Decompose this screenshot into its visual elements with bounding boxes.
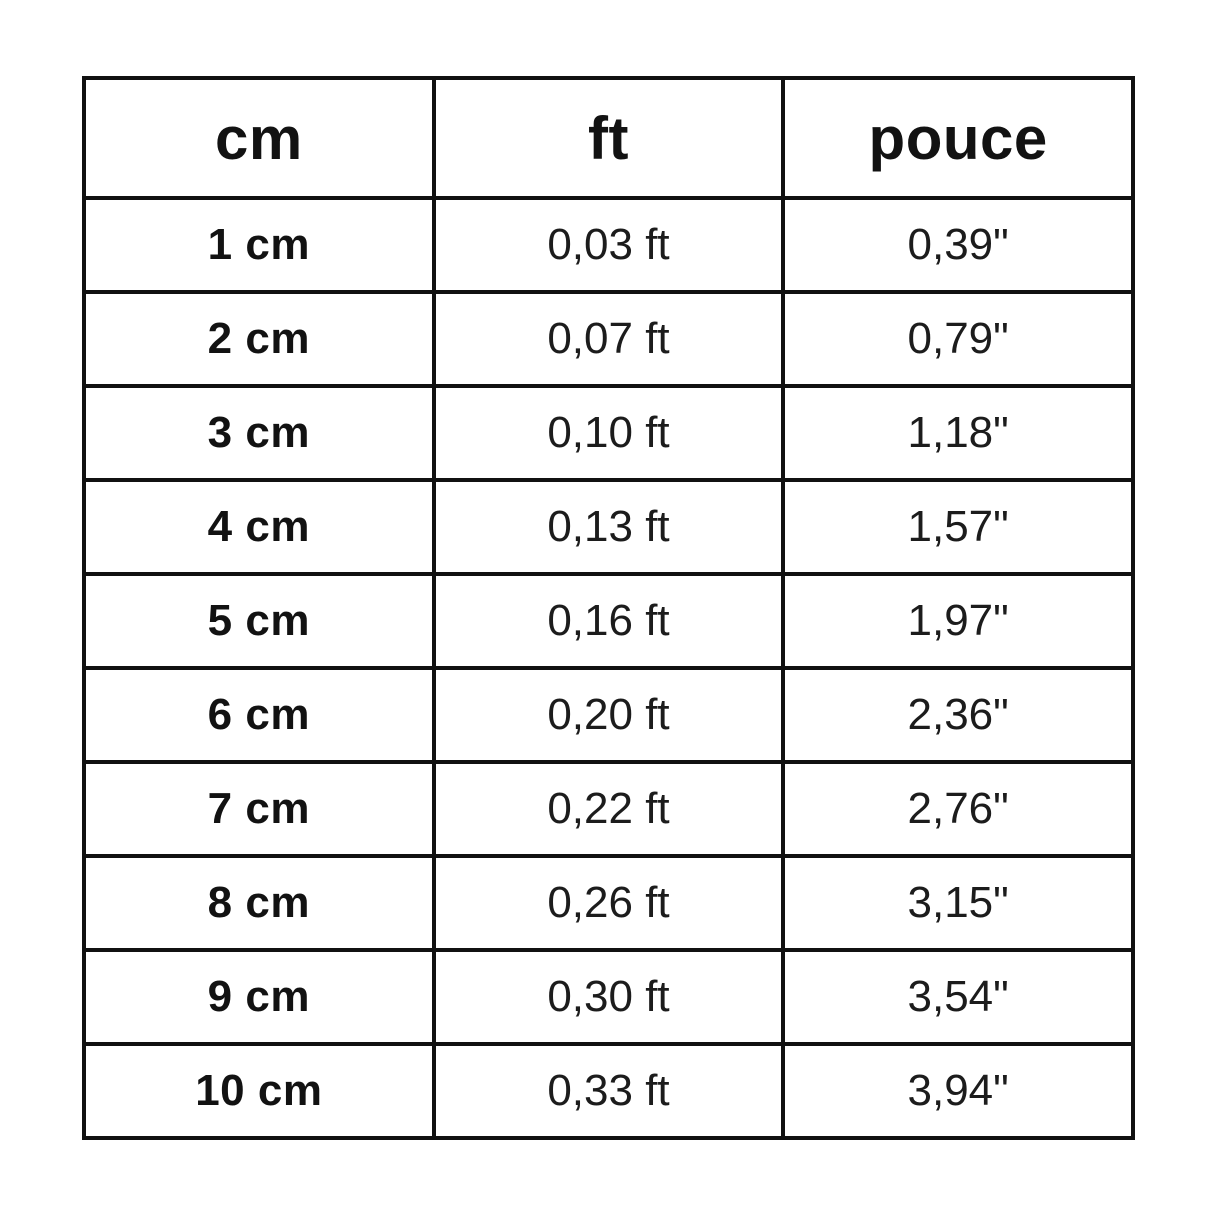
ft-value: 0,26 ft	[434, 856, 784, 950]
pouce-value: 0,79"	[783, 292, 1133, 386]
header-ft: ft	[434, 78, 784, 198]
pouce-value: 3,94"	[783, 1044, 1133, 1138]
table-row	[84, 574, 1133, 668]
ft-value: 0,03 ft	[434, 198, 784, 292]
cm-value: 9 cm	[84, 950, 434, 1044]
pouce-value: 3,15"	[783, 856, 1133, 950]
ft-value: 0,33 ft	[434, 1044, 784, 1138]
ft-value: 0,16 ft	[434, 574, 784, 668]
table-row	[84, 856, 1133, 950]
cm-value: 6 cm	[84, 668, 434, 762]
ft-value: 0,30 ft	[434, 950, 784, 1044]
conversion-table	[82, 76, 1135, 1140]
pouce-value: 2,76"	[783, 762, 1133, 856]
cm-value: 2 cm	[84, 292, 434, 386]
cm-value: 5 cm	[84, 574, 434, 668]
table-row	[84, 386, 1133, 480]
pouce-value: 2,36"	[783, 668, 1133, 762]
pouce-value: 3,54"	[783, 950, 1133, 1044]
ft-value: 0,10 ft	[434, 386, 784, 480]
table-row	[84, 292, 1133, 386]
pouce-value: 1,57"	[783, 480, 1133, 574]
cm-value: 4 cm	[84, 480, 434, 574]
ft-value: 0,13 ft	[434, 480, 784, 574]
cm-value: 8 cm	[84, 856, 434, 950]
cm-value: 10 cm	[84, 1044, 434, 1138]
header-cm: cm	[84, 78, 434, 198]
ft-value: 0,22 ft	[434, 762, 784, 856]
table-row	[84, 950, 1133, 1044]
table-row	[84, 198, 1133, 292]
cm-value: 1 cm	[84, 198, 434, 292]
table-row	[84, 480, 1133, 574]
header-pouce: pouce	[783, 78, 1133, 198]
table-header	[84, 78, 1133, 198]
pouce-value: 1,97"	[783, 574, 1133, 668]
table-body	[84, 198, 1133, 1138]
ft-value: 0,20 ft	[434, 668, 784, 762]
ft-value: 0,07 ft	[434, 292, 784, 386]
table-row	[84, 1044, 1133, 1138]
cm-value: 3 cm	[84, 386, 434, 480]
cm-value: 7 cm	[84, 762, 434, 856]
table-row	[84, 668, 1133, 762]
pouce-value: 1,18"	[783, 386, 1133, 480]
table-row	[84, 762, 1133, 856]
header-row	[84, 78, 1133, 198]
pouce-value: 0,39"	[783, 198, 1133, 292]
